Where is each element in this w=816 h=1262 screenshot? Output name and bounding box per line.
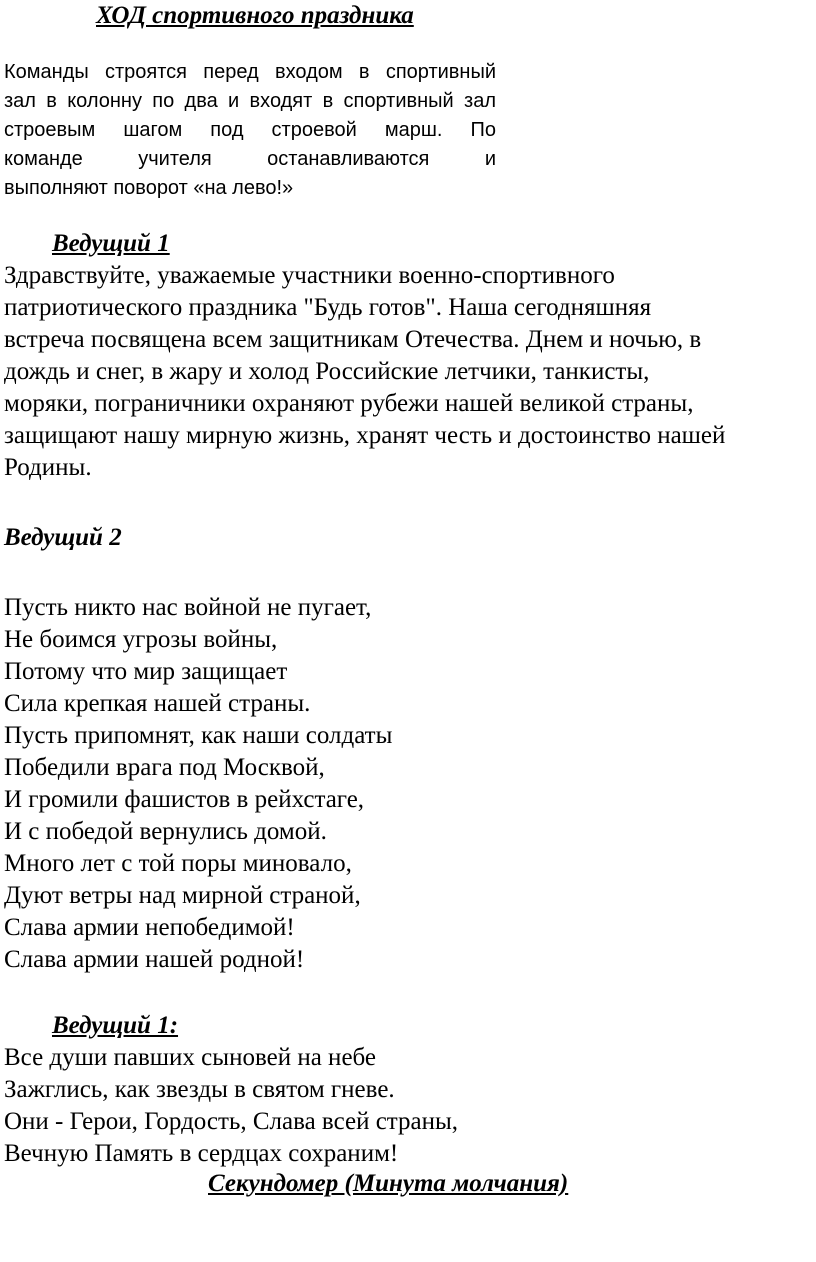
poem-line: Не боимся угрозы войны, — [4, 626, 278, 653]
intro-paragraph — [4, 58, 496, 203]
host1-line: защищают нашу мирную жизнь, хранят честь и достоинство нашей — [4, 422, 726, 449]
poem-line: Сила крепкая нашей страны. — [4, 690, 311, 717]
host1-speech — [4, 260, 725, 484]
host2-poem — [4, 592, 392, 976]
poem-line: Пусть никто нас войной не пугает, — [4, 594, 372, 621]
host1-line: моряки, пограничники охраняют рубежи нашей великой страны, — [4, 390, 694, 417]
host1-line: встреча посвящена всем защитникам Отечества. Днем и ночью, в — [4, 326, 702, 353]
intro-line: Команды строятся перед входом в спортивный — [4, 61, 496, 83]
intro-line: строевым шагом под строевой марш. По — [4, 119, 496, 141]
poem-line: Пусть припомнят, как наши солдаты — [4, 722, 393, 749]
poem-line: Победили врага под Москвой, — [4, 754, 325, 781]
document-title: ХОД спортивного праздника — [96, 2, 414, 29]
intro-line: зал в колонну по два и входят в спортивный зал — [4, 90, 496, 112]
poem-line: Они - Герои, Гордость, Слава всей страны, — [4, 1108, 459, 1135]
host1-line: патриотического праздника "Будь готов". Наша сегодняшняя — [4, 294, 652, 321]
intro-line: команде учителя останавливаются и — [4, 148, 496, 170]
poem-line: И громили фашистов в рейхстаге, — [4, 786, 365, 813]
poem-line: И с победой вернулись домой. — [4, 818, 327, 845]
host2-heading: Ведущий 2 — [4, 524, 122, 551]
poem-line: Слава армии непобедимой! — [4, 914, 295, 941]
poem-line: Дуют ветры над мирной страной, — [4, 882, 361, 909]
minute-of-silence-title: Секундомер (Минута молчания) — [208, 1170, 569, 1197]
poem-line: Вечную Память в сердцах сохраним! — [4, 1140, 399, 1167]
intro-line: выполняют поворот «на лево!» — [4, 177, 294, 199]
host1b-heading: Ведущий 1: — [52, 1012, 179, 1039]
poem-line: Потому что мир защищает — [4, 658, 288, 685]
host1-heading: Ведущий 1 — [52, 230, 170, 257]
poem-line: Зажглись, как звезды в святом гневе. — [4, 1076, 395, 1103]
host1b-poem — [4, 1042, 458, 1170]
poem-line: Слава армии нашей родной! — [4, 946, 305, 973]
host1-line: Родины. — [4, 454, 92, 481]
poem-line: Все души павших сыновей на небе — [4, 1044, 377, 1071]
host1-line: Здравствуйте, уважаемые участники военно-спортивного — [4, 262, 615, 289]
host1-line: дождь и снег, в жару и холод Российские летчики, танкисты, — [4, 358, 650, 385]
poem-line: Много лет с той поры миновало, — [4, 850, 352, 877]
